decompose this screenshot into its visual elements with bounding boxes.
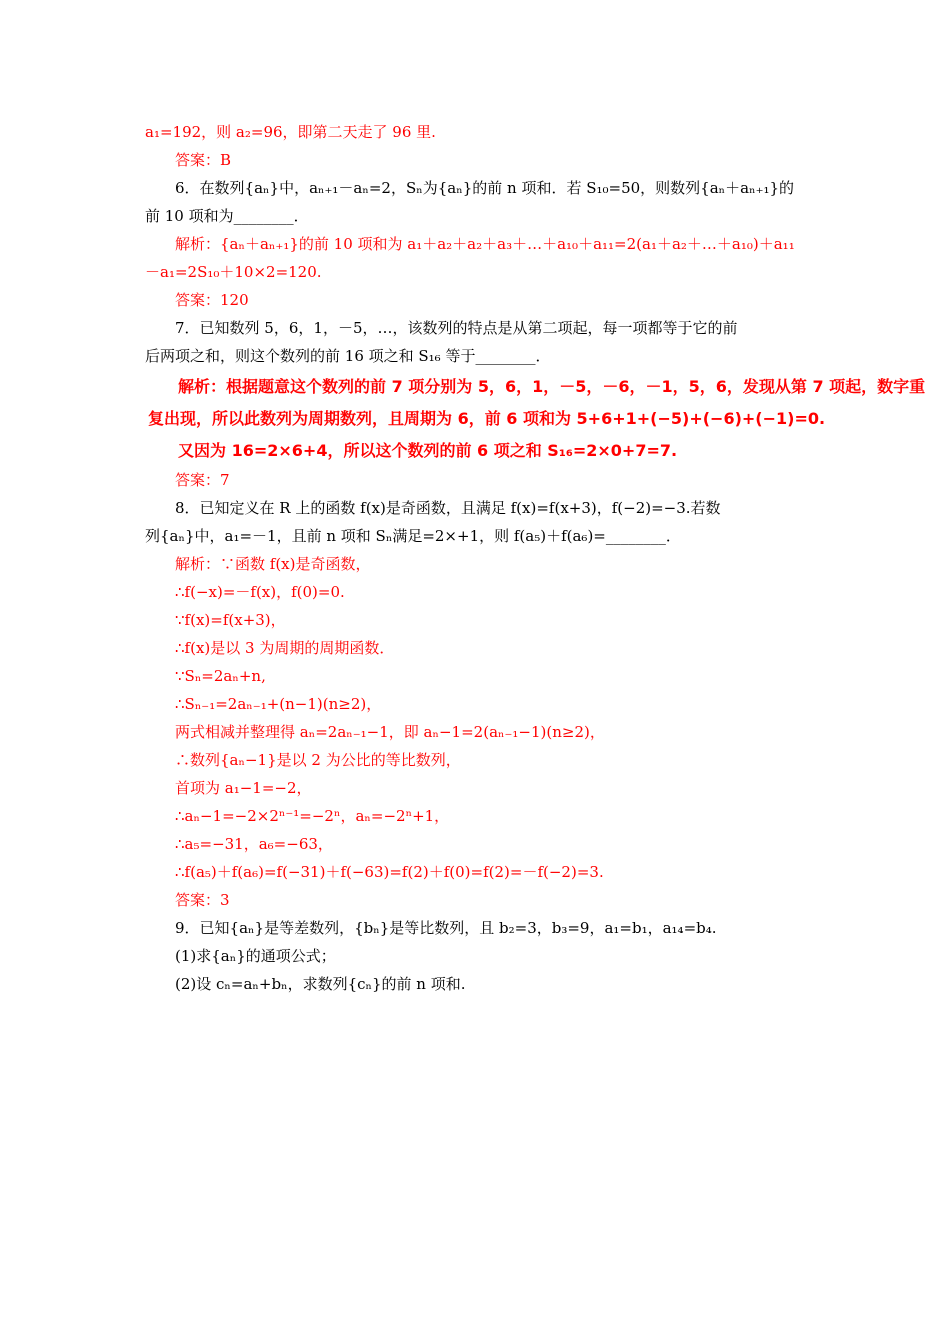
- question-7-line: 7．已知数列 5，6，1，－5，…，该数列的特点是从第二项起，每一项都等于它的前: [175, 319, 738, 337]
- solution-line: －a₁=2S₁₀＋10×2=120.: [145, 263, 322, 281]
- question-9-line: 9．已知{aₙ}是等差数列，{bₙ}是等比数列，且 b₂=3，b₃=9，a₁=b₁，a₁₄=b₄.: [175, 919, 717, 937]
- question-8-line: 8．已知定义在 R 上的函数 f(x)是奇函数，且满足 f(x)=f(x+3)，f(−2)=−3.若数: [175, 499, 721, 517]
- answer-line: 答案：B: [175, 151, 232, 169]
- solution-line: 又因为 16=2×6+4，所以这个数列的前 6 项之和 S₁₆=2×0+7=7.: [178, 441, 678, 460]
- solution-line: ∵Sₙ=2aₙ+n,: [175, 667, 266, 685]
- question-6-line: 6．在数列{aₙ}中，aₙ₊₁－aₙ=2，Sₙ为{aₙ}的前 n 项和．若 S₁₀=50，则数列{aₙ＋aₙ₊₁}的: [175, 179, 795, 197]
- text-line: a₁=192，则 a₂=96，即第二天走了 96 里.: [145, 123, 436, 141]
- answer-line: 答案：3: [175, 891, 230, 909]
- question-7-line: 后两项之和，则这个数列的前 16 项之和 S₁₆ 等于________．: [145, 347, 551, 365]
- solution-line: ∴f(−x)=－f(x)，f(0)=0.: [175, 583, 345, 601]
- question-9-part-1: (1)求{aₙ}的通项公式；: [175, 947, 336, 965]
- answer-line: 答案：120: [175, 291, 249, 309]
- solution-line: ∴f(x)是以 3 为周期的周期函数．: [175, 639, 395, 657]
- solution-line: 首项为 a₁−1=−2，: [175, 779, 312, 797]
- solution-line: 两式相减并整理得 aₙ=2aₙ₋₁−1，即 aₙ−1=2(aₙ₋₁−1)(n≥2)，: [175, 723, 605, 741]
- solution-line: 解析：根据题意这个数列的前 7 项分别为 5，6，1，－5，－6，－1，5，6，发现从第 7 项起，数字重: [178, 377, 926, 396]
- question-8-line: 列{aₙ}中，a₁=－1，且前 n 项和 Sₙ满足=2×+1，则 f(a₅)＋f(a₆)=________．: [145, 527, 681, 545]
- solution-line: ∴a₅=−31，a₆=−63，: [175, 835, 333, 853]
- solution-line: ∴aₙ−1=−2×2ⁿ⁻¹=−2ⁿ，aₙ=−2ⁿ+1，: [175, 807, 450, 825]
- question-6-line: 前 10 项和为________．: [145, 207, 309, 225]
- answer-line: 答案：7: [175, 471, 230, 489]
- solution-line: ∴f(a₅)＋f(a₆)=f(−31)＋f(−63)=f(2)＋f(0)=f(2)=－f(−2)=3.: [175, 863, 604, 881]
- solution-line: ∴Sₙ₋₁=2aₙ₋₁+(n−1)(n≥2)，: [175, 695, 382, 713]
- solution-line: 复出现，所以此数列为周期数列，且周期为 6，前 6 项和为 5+6+1+(−5)+(−6)+(−1)=0.: [148, 409, 826, 428]
- solution-line: 解析：{aₙ＋aₙ₊₁}的前 10 项和为 a₁＋a₂＋a₂＋a₃＋…＋a₁₀＋a₁₁=2(a₁＋a₂＋…＋a₁₀)＋a₁₁: [175, 235, 795, 253]
- solution-line: ∴数列{aₙ−1}是以 2 为公比的等比数列，: [175, 751, 461, 769]
- solution-line: 解析：∵函数 f(x)是奇函数，: [175, 555, 371, 573]
- solution-line: ∵f(x)=f(x+3)，: [175, 611, 286, 629]
- question-9-part-2: (2)设 cₙ=aₙ+bₙ，求数列{cₙ}的前 n 项和.: [175, 975, 466, 993]
